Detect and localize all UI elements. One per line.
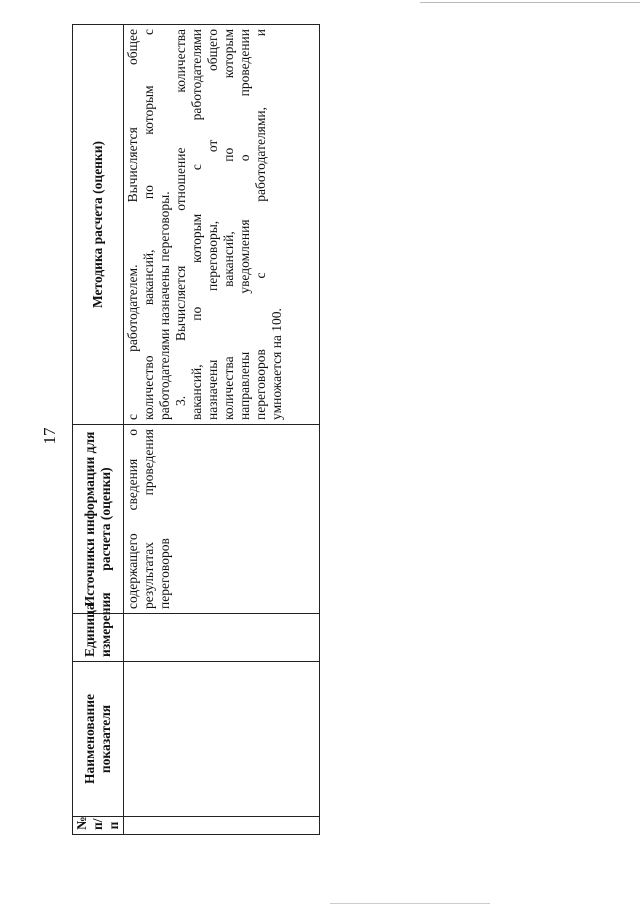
method-item3-line: вакансий, по которым с работодателями	[189, 29, 204, 420]
method-line: количество вакансий, по которым с	[141, 29, 156, 420]
table-header-row	[73, 25, 124, 835]
method-line: с работодателем. Вычисляется общее	[125, 29, 140, 420]
method-line: работодателями назначены переговоры.	[157, 191, 172, 420]
method-item3-line: переговоров с работодателями, и	[253, 29, 268, 420]
table-row	[124, 25, 320, 835]
source-line: содержащего сведения о	[125, 429, 140, 609]
header-method: Методика расчета (оценки)	[73, 25, 124, 425]
header-source: Источники информации для расчета (оценки)	[73, 425, 124, 614]
scan-edge-top	[420, 2, 640, 3]
source-line: переговоров	[157, 538, 172, 609]
indicator-table	[72, 24, 320, 835]
rotated-table-container	[72, 25, 320, 835]
method-item3-line: назначены переговоры, от общего	[205, 29, 220, 420]
method-item3-line: умножается на 100.	[269, 308, 284, 420]
scan-edge-bottom	[330, 903, 490, 904]
header-number: № п/п	[73, 817, 124, 835]
cell-source	[124, 425, 320, 614]
method-item3-line: направлены уведомления о проведении	[237, 29, 252, 420]
method-item3-line: количества вакансий, по которым	[221, 29, 236, 420]
method-item3-line: 3. Вычисляется отношение количества	[173, 29, 188, 406]
cell-unit	[124, 614, 320, 662]
header-indicator-name: Наименование показателя	[73, 662, 124, 817]
page-number: 17	[40, 427, 59, 445]
header-unit: Единица измерения	[73, 614, 124, 662]
cell-indicator-name	[124, 662, 320, 817]
cell-method	[124, 25, 320, 425]
source-line: результатах проведения	[141, 429, 156, 609]
cell-number	[124, 817, 320, 835]
